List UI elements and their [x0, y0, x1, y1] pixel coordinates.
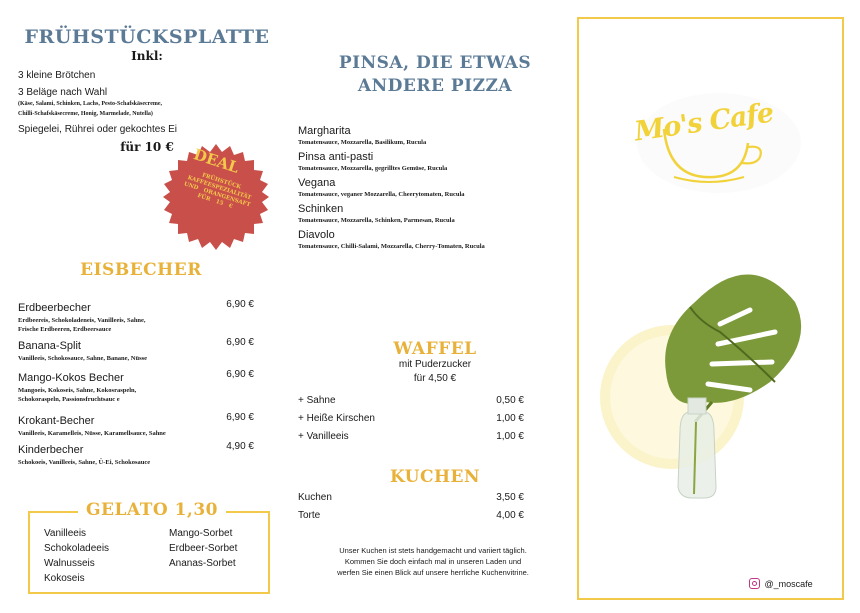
- kuchen-note-1: Unser Kuchen ist stets handgemacht und variiert täglich.: [339, 546, 527, 555]
- pinsa-title-line-2: ANDERE PIZZA: [357, 76, 513, 96]
- gelato-col-2: [169, 526, 237, 571]
- list-item: [298, 431, 524, 449]
- list-item: [298, 395, 524, 413]
- item-name: Vegana: [298, 177, 336, 189]
- item-price: 0,50 €: [496, 395, 524, 406]
- breakfast-line-3: Spiegelei, Rührei oder gekochtes Ei: [18, 124, 177, 135]
- breakfast-price: für 10 €: [120, 140, 174, 154]
- item-desc: Vanilleeis, Karamelleis, Nüsse, Karamellsauce, Sahne: [18, 430, 166, 437]
- item-desc: Tomatensauce, veganer Mozzarella, Cheerytomaten, Rucula: [298, 191, 465, 198]
- item-price: 6,90 €: [226, 369, 254, 380]
- kuchen-title: KUCHEN: [389, 467, 481, 487]
- item-name: Krokant-Becher: [18, 415, 95, 427]
- list-item: [18, 368, 254, 404]
- breakfast-line-2: 3 Beläge nach Wahl: [18, 87, 108, 98]
- kuchen-list: [298, 492, 524, 528]
- item-name: Diavolo: [298, 229, 335, 241]
- item-price: 6,90 €: [226, 412, 254, 423]
- instagram-text: @_moscafe: [764, 578, 813, 589]
- gelato-flavor: Schokoladeeis: [44, 543, 110, 554]
- item-name: Mango-Kokos Becher: [18, 372, 124, 384]
- item-price: 1,00 €: [496, 413, 524, 424]
- pinsa-list: [298, 125, 485, 251]
- list-item: [298, 177, 485, 199]
- item-name: Erdbeerbecher: [18, 302, 91, 314]
- breakfast-title: FRÜHSTÜCKSPLATTE: [24, 26, 270, 48]
- list-item: [298, 510, 524, 528]
- item-desc: Tomatensauce, Mozzarella, gegrilltes Gemüse, Rucula: [298, 165, 448, 172]
- item-desc: Vanilleeis, Schokosauce, Sahne, Banane, Nüsse: [18, 355, 148, 362]
- item-desc: Frische Erdbeeren, Erdbeersauce: [18, 326, 112, 333]
- logo-text: Mo's Cafe: [632, 97, 776, 148]
- pinsa-title: [290, 52, 580, 98]
- eisbecher-title: EISBECHER: [80, 260, 202, 280]
- list-item: [298, 492, 524, 510]
- gelato-col-1: [44, 526, 109, 586]
- breakfast-line-1: 3 kleine Brötchen: [18, 70, 96, 81]
- item-desc: Tomatensauce, Mozzarella, Basilikum, Rucula: [298, 139, 427, 146]
- item-name: Schinken: [298, 203, 344, 215]
- list-item: [298, 125, 485, 147]
- list-item: [18, 440, 254, 467]
- item-name: + Heiße Kirschen: [298, 413, 375, 424]
- item-desc: Tomatensauce, Chilli-Salami, Mozzarella, Cherry-Tomaten, Rucula: [298, 243, 485, 250]
- waffel-subtitle: [290, 358, 580, 386]
- item-desc: Schokoeis, Vanilleeis, Sahne, Ü-Ei, Schokosauce: [18, 459, 151, 466]
- item-desc: Mangoeis, Kokoseis, Sahne, Kokosraspeln,: [18, 387, 137, 394]
- deal-badge: [163, 144, 269, 250]
- item-name: Kinderbecher: [18, 444, 84, 456]
- list-item: [18, 336, 254, 363]
- breakfast-inkl: Inkl:: [131, 49, 163, 63]
- waffel-title: WAFFEL: [393, 339, 477, 359]
- list-item: [298, 203, 485, 225]
- pinsa-title-line-1: PINSA, DIE ETWAS: [338, 53, 532, 73]
- instagram-handle[interactable]: [749, 575, 813, 593]
- item-name: Kuchen: [298, 492, 332, 503]
- list-item: [298, 413, 524, 431]
- gelato-flavor: Ananas-Sorbet: [169, 558, 236, 569]
- kuchen-note: [290, 545, 576, 578]
- item-price: 4,90 €: [226, 441, 254, 452]
- kuchen-note-2: Kommen Sie doch einfach mal in unseren Laden und: [344, 557, 522, 566]
- waffel-sub-1: mit Puderzucker: [398, 359, 472, 370]
- gelato-flavor: Vanilleeis: [44, 528, 87, 539]
- waffel-extras: [298, 395, 524, 449]
- kuchen-note-3: werfen Sie einen Blick auf unsere herrliche Kuchenvitrine.: [337, 568, 529, 577]
- list-item: [18, 411, 254, 438]
- item-name: Torte: [298, 510, 321, 521]
- item-name: + Sahne: [298, 395, 336, 406]
- item-price: 6,90 €: [226, 337, 254, 348]
- gelato-flavor: Walnusseis: [44, 558, 95, 569]
- item-name: Banana-Split: [18, 340, 81, 352]
- plant-illustration: [600, 262, 820, 512]
- item-desc: Tomatensauce, Mozzarella, Schinken, Parmesan, Rucula: [298, 217, 455, 224]
- breakfast-toppings-1: (Käse, Salami, Schinken, Lachs, Pesto-Schafskäsecreme,: [18, 101, 163, 107]
- gelato-flavor: Mango-Sorbet: [169, 528, 233, 539]
- deal-title: DEAL: [191, 145, 242, 177]
- gelato-title: GELATO 1,30: [78, 500, 226, 520]
- monstera-vase-icon: [600, 262, 820, 512]
- item-desc: Erdbeereis, Schokoladeneis, Vanilleeis, Sahne,: [18, 317, 146, 324]
- gelato-flavor: Erdbeer-Sorbet: [169, 543, 238, 554]
- list-item: [298, 151, 485, 173]
- cafe-logo: [624, 85, 804, 195]
- item-desc: Schokoraspeln, Passionsfruchtsauc e: [18, 396, 120, 403]
- list-item: [298, 229, 485, 251]
- deal-text: FRÜHSTÜCK KAFFEESPEZIALITÄT UND ORANGENSAFT FÜR 15 €: [183, 172, 252, 211]
- item-name: Margharita: [298, 125, 351, 137]
- waffel-price: für 4,50 €: [413, 373, 457, 384]
- gelato-flavor: Kokoseis: [44, 573, 85, 584]
- item-price: 4,00 €: [496, 510, 524, 521]
- item-name: Pinsa anti-pasti: [298, 151, 374, 163]
- list-item: [18, 298, 254, 334]
- instagram-icon: [749, 578, 760, 589]
- item-name: + Vanilleeis: [298, 431, 349, 442]
- item-price: 6,90 €: [226, 299, 254, 310]
- item-price: 3,50 €: [496, 492, 524, 503]
- breakfast-toppings-2: Chilli-Schafskäsecreme, Honig, Marmelade, Nutella): [18, 111, 153, 117]
- item-price: 1,00 €: [496, 431, 524, 442]
